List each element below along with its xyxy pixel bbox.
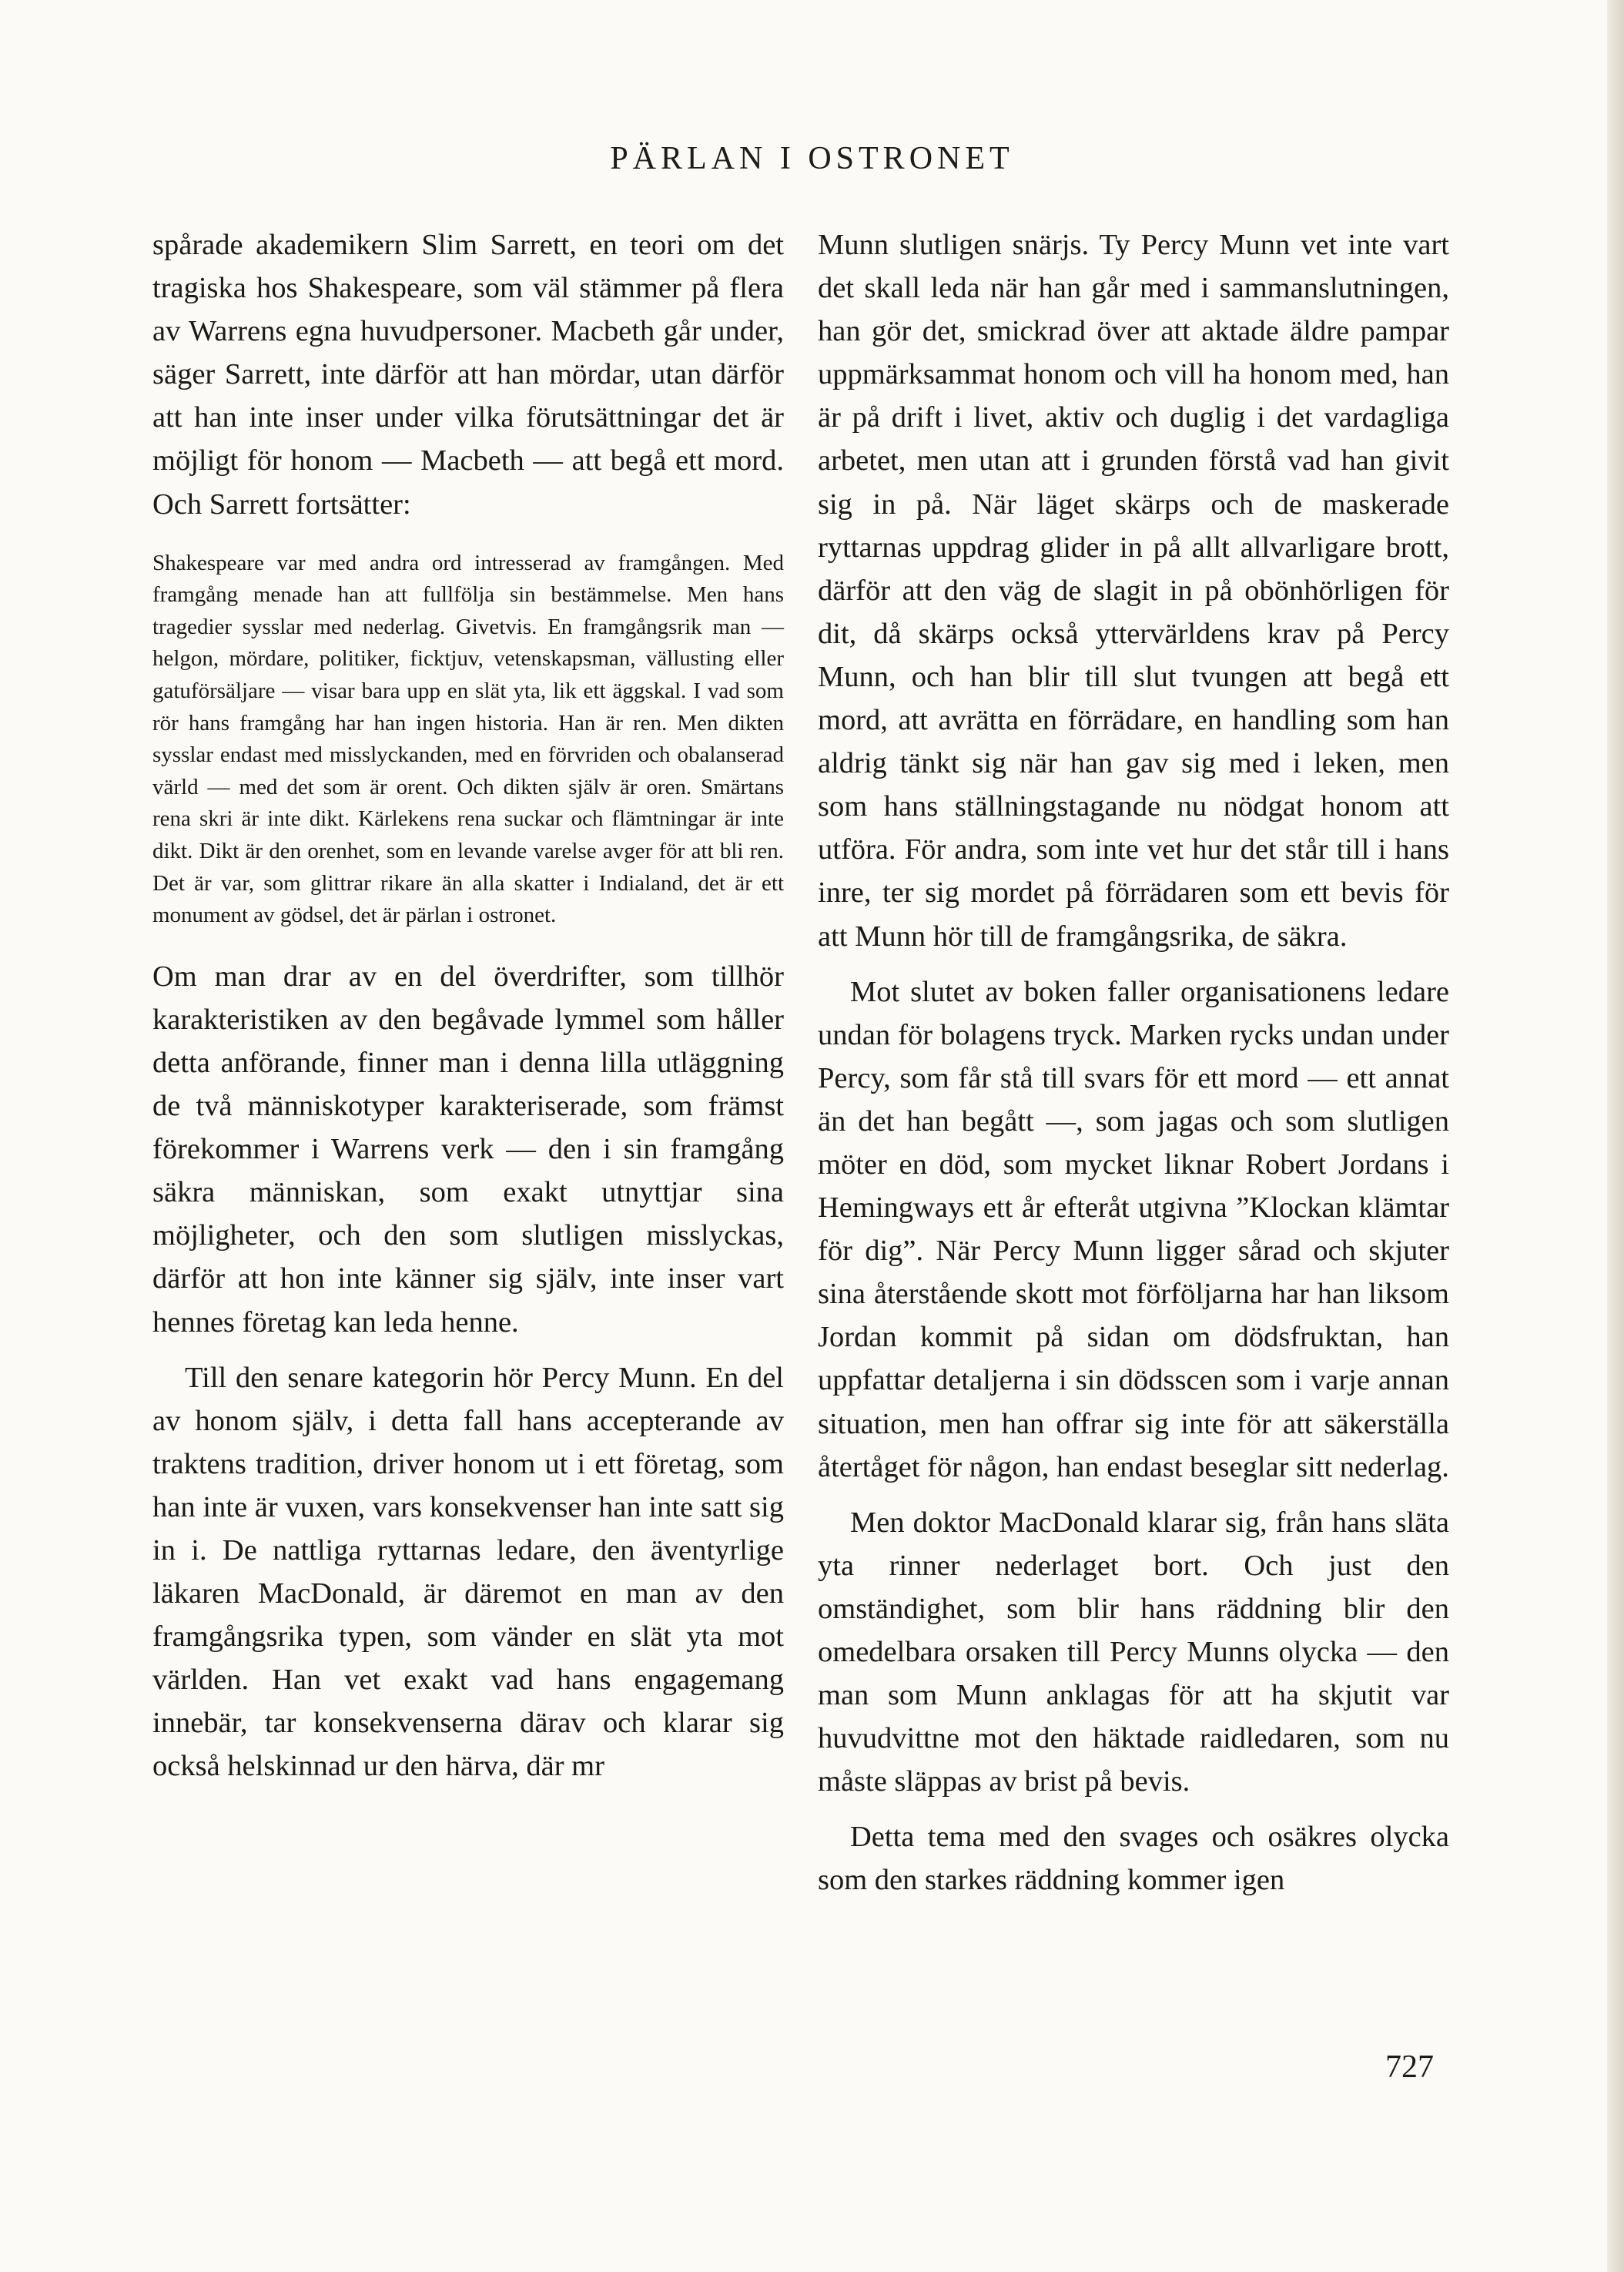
paragraph: Men doktor MacDonald klarar sig, från hans släta yta rinner nederlaget bort. Och just den omständighet, som blir hans räddning blir den omedelbara orsaken till Percy Munns olycka — den man som Munn anklagas för att ha skjutit var huvudvittne mot den häktade raidledaren, som nu måste släppas av brist på bevis. [818, 1506, 1449, 1798]
paragraph: Detta tema med den svages och osäkres olycka som den starkes räddning kommer igen [818, 1821, 1449, 1897]
block-quote: Shakespeare var med andra ord intresserad av framgången. Med framgång menade han att fullfölja sin bestämmelse. Men hans tragedier sysslar med nederlag. Givetvis. En framgångsrik man — helgon, mördare, politiker, ficktjuv, vetenskapsman, vällusting eller gatuförsäljare — visar bara upp en slät yta, lik ett äggskal. I vad som rör hans framgång har han ingen historia. Han är ren. Men dikten sysslar endast med misslyckanden, med en förvriden och obalanserad värld — med det som är orent. Och dikten själv är oren. Smärtans rena skri är inte dikt. Kärlekens rena suckar och flämtningar är inte dikt. Dikt är den orenhet, som en levande varelse avger för att bli ren. Det är var, som glittrar rikare än alla skatter i Indialand, det är ett monument av gödsel, det är pärlan i ostronet. [152, 550, 784, 928]
running-head: PÄRLAN I OSTRONET [610, 141, 1014, 176]
page-number: 727 [1385, 2049, 1434, 2085]
paragraph: Mot slutet av boken faller organisationens ledare undan för bolagens tryck. Marken rycks undan under Percy, som får stå till svars för ett mord — ett annat än det han begått —, som jagas och som slutligen möter en död, som mycket liknar Robert Jordans i Hemingways ett år efteråt utgivna ”Klockan klämtar för dig”. När Percy Munn ligger sårad och skjuter sina återstående skott mot förföljarna har han liksom Jordan kommit på sidan om dödsfruktan, han uppfattar detaljerna i sin dödsscen som i varje annan situation, men han offrar sig inte för att säkerställa återtåget för någon, han endast beseglar sitt nederlag. [818, 975, 1449, 1483]
right-column [818, 223, 1449, 1902]
paragraph: spårade akademikern Slim Sarrett, en teori om det tragiska hos Shakespeare, som väl stämmer på flera av Warrens egna huvudpersoner. Macbeth går under, säger Sarrett, inte därför att han mördar, utan därför att han inte inser under vilka förutsättningar det är möjligt för honom — Macbeth — att begå ett mord. Och Sarrett fortsätter: [152, 229, 784, 521]
page-edge [1607, 0, 1624, 2272]
paragraph: Munn slutligen snärjs. Ty Percy Munn vet inte vart det skall leda när han går med i sammanslutningen, han gör det, smickrad över att aktade äldre pampar uppmärksammat honom och vill ha honom med, han är på drift i livet, aktiv och duglig i det vardagliga arbetet, men utan att i grunden förstå vad han givit sig in på. När läget skärps och de maskerade ryttarnas uppdrag glider in på allt allvarligare brott, därför att den väg de slagit in på obönhörligen för dit, då skärps också yttervärldens krav på Percy Munn, och han blir till slut tvungen att begå ett mord, att avrätta en förrädare, en handling som han aldrig tänkt sig när han gav sig med i leken, men som hans ställningstagande nu nödgat honom att utföra. För andra, som inte vet hur det står till i hans inre, ter sig mordet på förrädaren som ett bevis för att Munn hör till de framgångsrika, de säkra. [818, 229, 1449, 953]
paragraph: Om man drar av en del överdrifter, som tillhör karakteristiken av den begåvade lymmel som håller detta anförande, finner man i denna lilla utläggning de två människotyper karakteriserade, som främst förekommer i Warrens verk — den i sin framgång säkra människan, som exakt utnyttjar sina möjligheter, och den som slutligen misslyckas, därför att hon inte känner sig själv, inte inser vart hennes företag kan leda henne. [152, 960, 784, 1339]
paragraph: Till den senare kategorin hör Percy Munn. En del av honom själv, i detta fall hans accepterande av traktens tradition, driver honom ut i ett företag, som han inte är vuxen, vars konsekvenser han inte satt sig in i. De nattliga ryttarnas ledare, den äventyrlige läkaren MacDonald, är däremot en man av den framgångsrika typen, som vänder en slät yta mot världen. Han vet exakt vad hans engagemang innebär, tar konsekvenserna därav och klarar sig också helskinnad ur den härva, där mr [152, 1361, 784, 1783]
left-column [152, 223, 784, 1788]
